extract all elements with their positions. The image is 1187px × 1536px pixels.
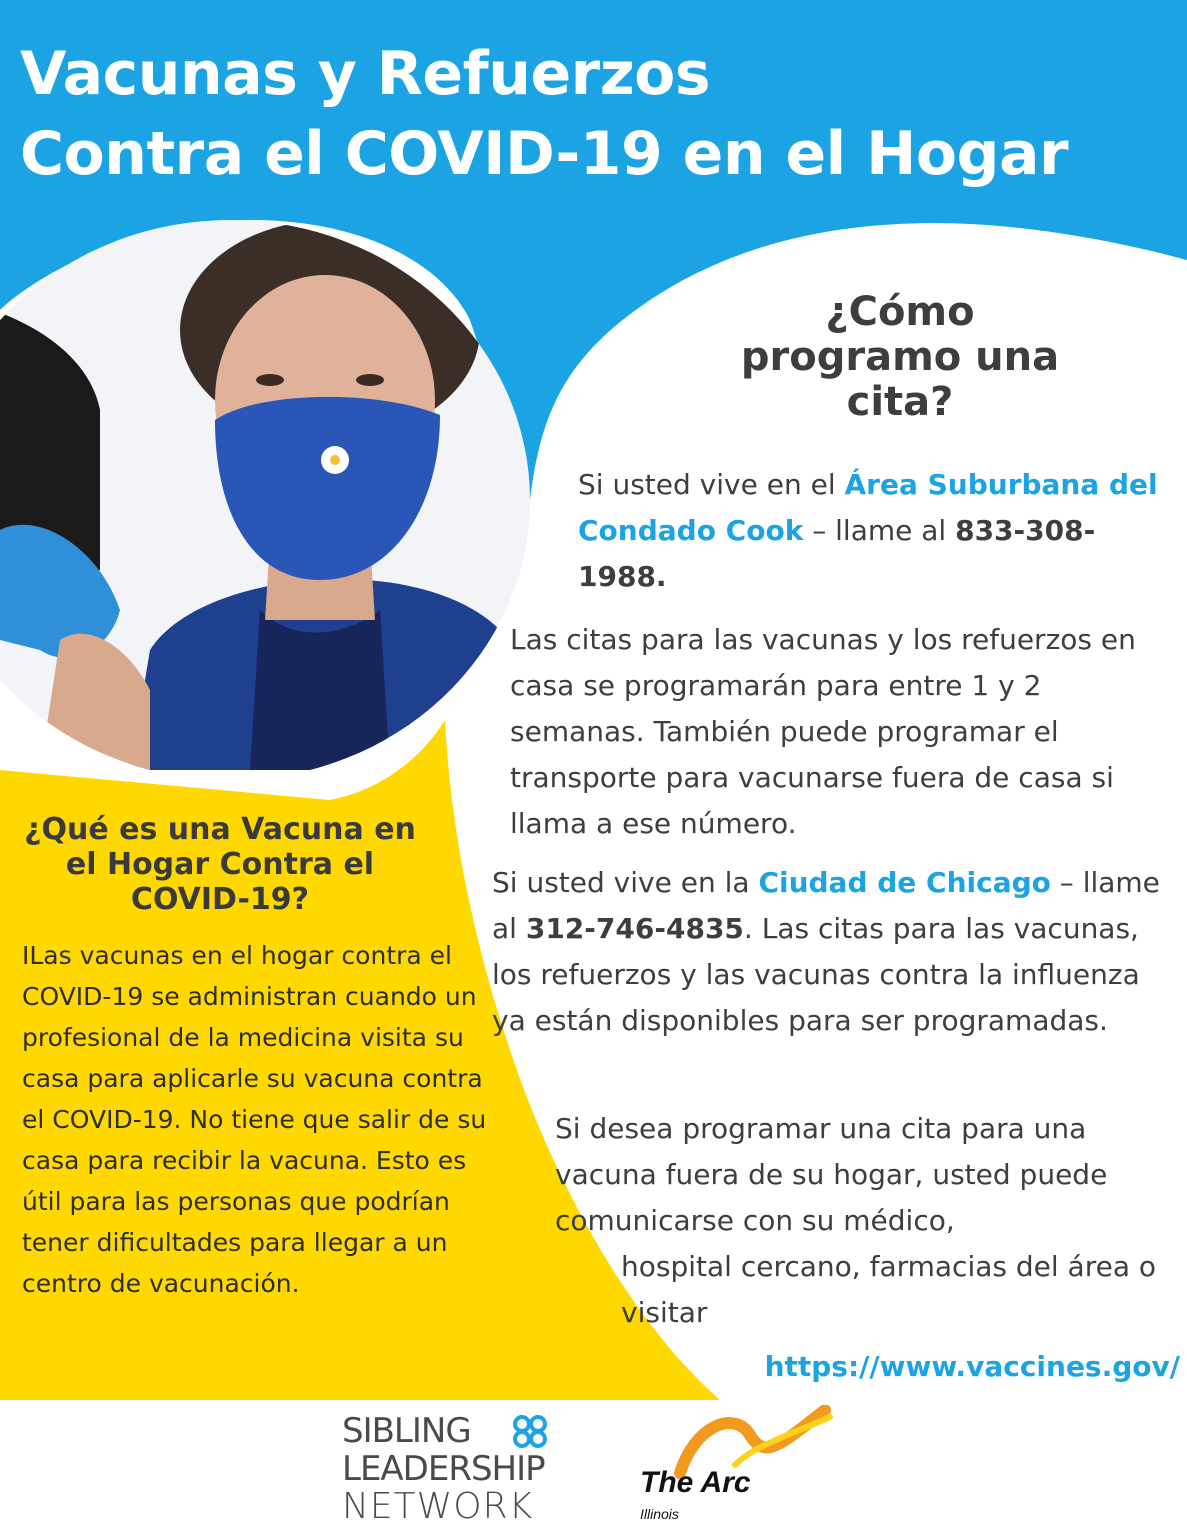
outside-home-paragraph (555, 1106, 1175, 1336)
page-title (20, 34, 1180, 194)
vaccines-gov-link[interactable]: https://www.vaccines.gov/ (764, 1350, 1180, 1383)
suburban-cook-area: Área Suburbana del Condado Cook (578, 468, 1158, 547)
home-vaccine-body: ILas vacunas en el hogar contra el COVID-19 se administran cuando un profesional de la medicina visita su casa para aplicarle su vacuna contra el COVID-19. No tiene que salir de su casa para recibir la vacuna. Esto es útil para las personas que podrían tener dificultades para llegar a un centro de vacunación. (22, 941, 487, 1298)
chicago-area: Ciudad de Chicago (758, 866, 1051, 899)
sln-line-3: NETWORK (342, 1486, 534, 1527)
sln-line-1: SIBLING (342, 1411, 471, 1451)
sln-knot-icon (510, 1414, 552, 1450)
home-appointments-paragraph: Las citas para las vacunas y los refuerzos en casa se programarán para entre 1 y 2 semanas. También puede programar el transporte para vacunarse fuera de casa si llama a ese número. (510, 623, 1136, 840)
p1-mid: – llame al (803, 514, 956, 547)
suburban-phone-number[interactable]: 833-308-1988. (578, 514, 1096, 593)
chicago-phone-number[interactable]: 312-746-4835 (525, 912, 744, 945)
p4-line-1: Si desea programar una cita para una vacuna fuera de su hogar, usted puede comunicarse con su médico, (555, 1112, 1108, 1237)
title-line-2: Contra el COVID-19 en el Hogar (20, 119, 1069, 189)
p3-pre: Si usted vive en la (492, 866, 759, 899)
vaccination-photo (0, 210, 540, 770)
title-line-1: Vacunas y Refuerzos (20, 39, 711, 109)
schedule-heading: ¿Cómo programo una cita? (740, 289, 1060, 425)
home-vaccine-heading: ¿Qué es una Vacuna en el Hogar Contra el COVID-19? (24, 812, 416, 917)
p1-pre: Si usted vive en el (578, 468, 845, 501)
chicago-paragraph (492, 860, 1172, 1044)
p3-post: . Las citas para las vacunas, los refuerzos y las vacunas contra la influenza ya están disponibles para ser programadas. (492, 912, 1140, 1037)
the-arc-logo-text: The Arc (640, 1466, 751, 1499)
p3-mid: – llame al (492, 866, 1160, 945)
suburban-cook-paragraph (578, 462, 1168, 600)
p4-line-2: hospital cercano, farmacias del área o visitar (621, 1250, 1157, 1329)
sln-line-2: LEADERSHIP (342, 1449, 545, 1489)
the-arc-illinois: Illinois (640, 1506, 679, 1522)
